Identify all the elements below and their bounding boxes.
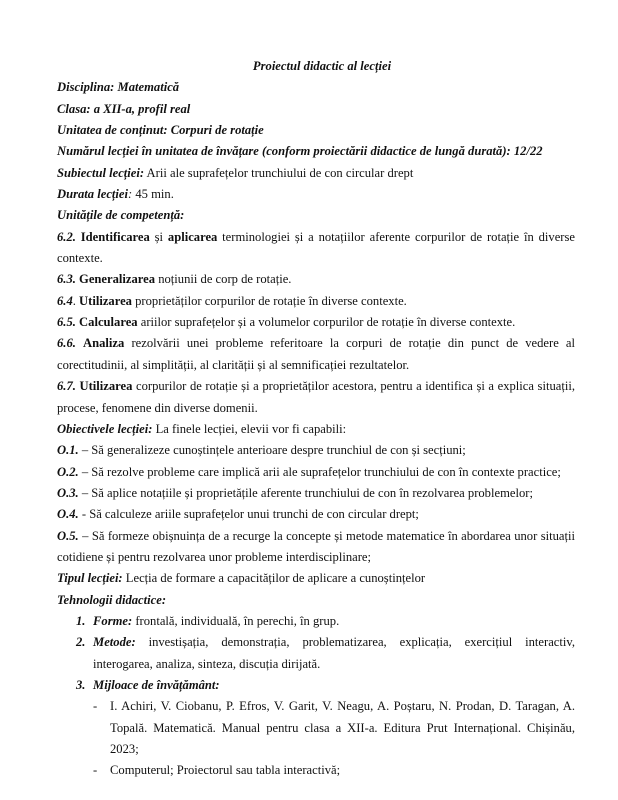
competence-text: Calcularea — [79, 315, 138, 330]
competence-number: 6.6. — [57, 336, 76, 351]
objective-number: O.2. — [57, 464, 79, 479]
competence-number: 6.4 — [57, 293, 73, 308]
competence-number: 6.7. — [57, 379, 76, 394]
objective-item — [57, 526, 575, 569]
document-title: Proiectul didactic al lecției — [252, 59, 392, 73]
objective-text: - Să calculeze ariile suprafețelor unui trunchi de con circular drept; — [78, 507, 419, 522]
technologies-list — [57, 611, 575, 696]
competence-item — [57, 227, 575, 270]
competence-text: . — [72, 293, 80, 308]
lesson-duration-colon: : — [128, 187, 133, 202]
competence-text: rezolvării unei probleme referitoare la corpuri de rotație din punct de vedere al corectitudinii, al simplității, al clarității și al semnificației rezultatelor. — [57, 336, 575, 372]
resource-bullet: - — [93, 763, 98, 778]
competence-text — [76, 336, 83, 350]
objectives-label: Obiectivele lecției: — [57, 421, 153, 436]
competence-text: Analiza — [83, 336, 125, 351]
resource-item — [93, 696, 575, 760]
competence-text: corpurilor de rotație și a proprietăților acestora, pentru a identifica și a explica situații, procese, fenomene din diverse domenii. — [57, 379, 575, 415]
lesson-number-line: Numărul lecției în unitatea de învățare (conform proiectării didactice de lungă durată): 12/22 — [57, 144, 543, 159]
competence-text: aplicarea — [167, 229, 218, 244]
technology-index: 1. — [76, 613, 86, 628]
objective-number: O.1. — [57, 443, 79, 458]
technology-label: Metode: — [93, 635, 136, 650]
objective-number: O.4. — [57, 507, 79, 522]
technology-item — [76, 611, 575, 632]
objective-text: – Să generalizeze cunoștințele anterioare despre trunchiul de con și secțiuni; — [78, 443, 466, 458]
lesson-type-label: Tipul lecției: — [57, 571, 123, 586]
objective-text: – Să formeze obișnuința de a recurge la concepte și metode matematice în abordarea unor situații cotidiene și pentru rezolvarea unor probleme interdisciplinare; — [57, 528, 575, 564]
technology-index: 3. — [76, 677, 86, 692]
objective-text: – Să rezolve probleme care implică arii ale suprafețelor trunchiului de con în contexte practice; — [78, 464, 561, 479]
competence-text: noțiunii de corp de rotație. — [155, 272, 292, 287]
competence-number: 6.2. — [57, 229, 76, 244]
competence-item — [57, 291, 575, 312]
technologies-heading: Tehnologii didactice: — [57, 592, 167, 607]
resource-text: Computerul; Proiectorul sau tabla interactivă; — [110, 763, 341, 778]
competence-number: 6.5. — [57, 315, 76, 330]
competence-text: proprietăților corpurilor de rotație în diverse contexte. — [131, 293, 407, 308]
competence-text: Identificarea — [80, 229, 150, 244]
resource-bullet: - — [93, 699, 98, 714]
lesson-plan-document — [57, 56, 575, 782]
technology-body — [93, 632, 575, 675]
competence-item — [57, 312, 575, 333]
resource-text: I. Achiri, V. Ciobanu, P. Efros, V. Garit, V. Neagu, A. Poștaru, N. Prodan, D. Taragan, A. Topală. Matematică. Manual pentru clasa a XII-a. Editura Prut Internațional. Chișinău, 2023; — [110, 699, 575, 756]
resources-list — [57, 696, 575, 781]
lesson-type-value: Lecția de formare a capacităților de aplicare a cunoștințelor — [122, 571, 426, 586]
objective-item — [57, 440, 575, 461]
objective-item — [57, 483, 575, 504]
technology-item — [76, 632, 575, 675]
objective-item — [57, 462, 575, 483]
class-line: Clasa: a XII-a, profil real — [57, 101, 191, 116]
technology-text: frontală, individuală, în perechi, în grup. — [132, 613, 340, 628]
competence-item — [57, 333, 575, 376]
competence-item — [57, 269, 575, 290]
content-unit-line: Unitatea de conținut: Corpuri de rotație — [57, 123, 264, 138]
objectives-list — [57, 440, 575, 568]
technology-index: 2. — [76, 635, 86, 650]
competence-text: Utilizarea — [79, 379, 133, 394]
objectives-intro-line — [57, 419, 575, 440]
competence-text: și — [149, 229, 168, 244]
technology-item — [76, 675, 575, 696]
objective-text: – Să aplice notațiile și proprietățile aferente trunchiului de con în rezolvarea problemelor; — [78, 485, 533, 500]
lesson-subject-value: Arii ale suprafețelor trunchiului de con circular drept — [144, 165, 414, 180]
competence-text: Generalizarea — [79, 272, 156, 287]
lesson-duration-label: Durata lecției — [57, 187, 129, 202]
competence-number: 6.3. — [57, 272, 76, 287]
technology-label: Forme: — [93, 613, 133, 628]
lesson-subject-line — [57, 163, 575, 184]
technology-label: Mijloace de învățământ: — [93, 677, 220, 692]
competence-text: terminologiei și a notațiilor aferente corpurilor de rotație în diverse contexte. — [57, 229, 575, 266]
objective-number: O.3. — [57, 485, 79, 500]
lesson-subject-label: Subiectul lecției: — [57, 165, 145, 180]
objective-item — [57, 504, 575, 525]
competences-heading: Unitățile de competență: — [57, 208, 185, 223]
technology-body — [93, 675, 575, 696]
lesson-duration-line — [57, 184, 575, 205]
objectives-intro: La finele lecției, elevii vor fi capabili: — [152, 421, 347, 436]
objective-number: O.5. — [57, 528, 79, 543]
resource-item — [93, 760, 575, 781]
lesson-duration-value: 45 min. — [132, 187, 174, 202]
technology-body — [93, 611, 575, 632]
technology-text: investișația, demonstrația, problematizarea, explicația, exercițiul interactiv, interogarea, analiza, sinteza, discuția dirijată. — [93, 635, 575, 671]
competences-list — [57, 227, 575, 419]
discipline-line: Disciplina: Matematică — [57, 80, 180, 95]
competence-item — [57, 376, 575, 419]
competence-text: ariilor suprafețelor și a volumelor corpurilor de rotație în diverse contexte. — [137, 315, 516, 330]
lesson-type-line — [57, 568, 575, 589]
competence-text: Utilizarea — [79, 293, 132, 308]
